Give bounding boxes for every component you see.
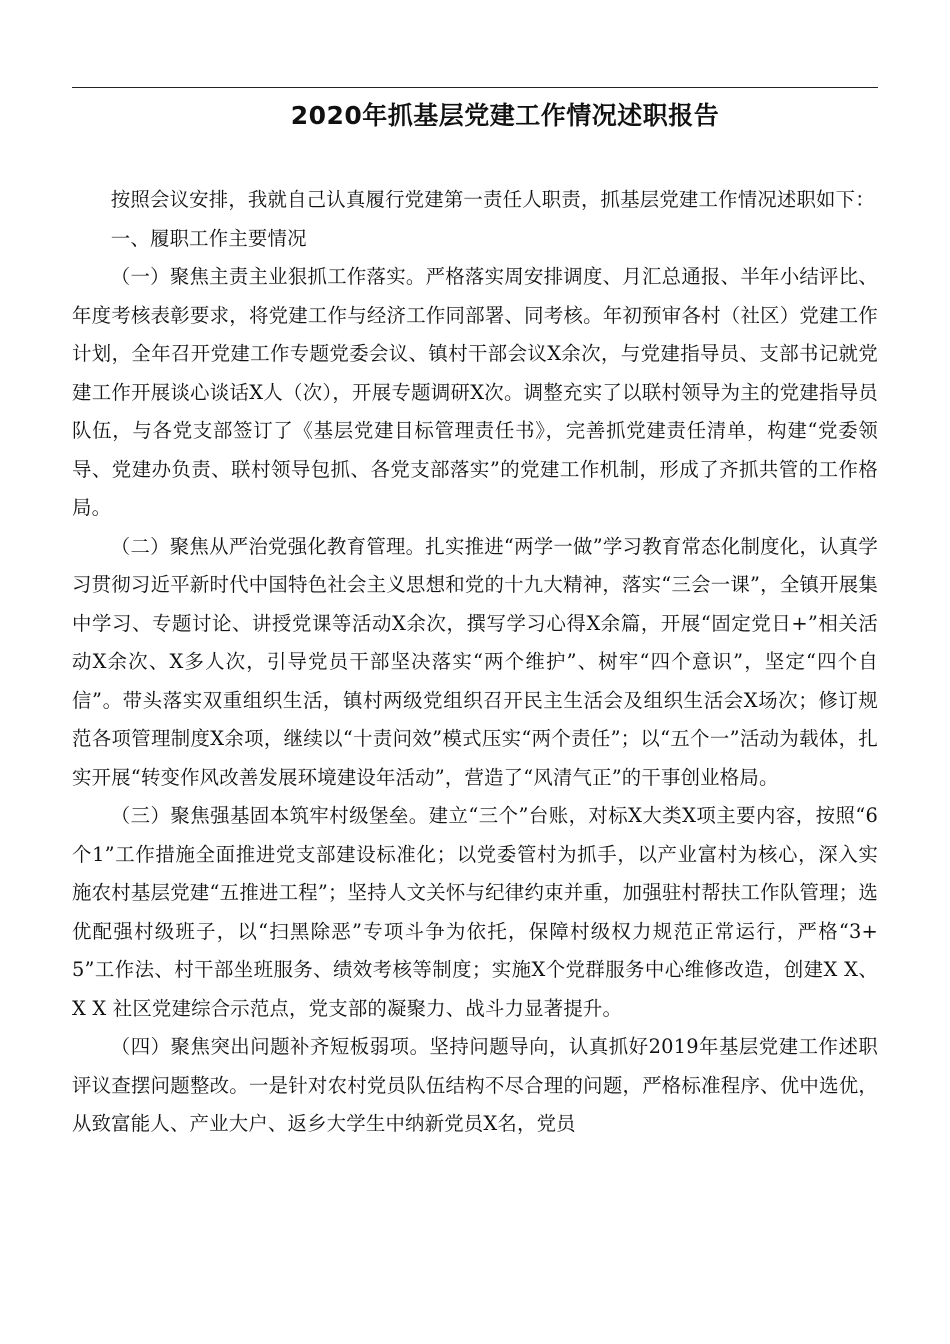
paragraph-item-1: （一）聚焦主责主业狠抓工作落实。严格落实周安排调度、月汇总通报、半年小结评比、年度考核表彰要求，将党建工作与经济工作同部署、同考核。年初预审各村（社区）党建工作计划，全年召开党建工作专题党委会议、镇村干部会议X余次，与党建指导员、支部书记就党建工作开展谈心谈话X人（次），开展专题调研X次。调整充实了以联村领导为主的党建指导员队伍，与各党支部签订了《基层党建目标管理责任书》，完善抓党建责任清单，构建“党委领导、党建办负责、联村领导包抓、各党支部落实”的党建工作机制，形成了齐抓共管的工作格局。	[72, 265, 878, 519]
paragraph-intro: 按照会议安排，我就自己认真履行党建第一责任人职责，抓基层党建工作情况述职如下：	[110, 188, 875, 211]
paragraph-item-2: （二）聚焦从严治党强化教育管理。扎实推进“两学一做”学习教育常态化制度化，认真学习贯彻习近平新时代中国特色社会主义思想和党的十九大精神，落实“三会一课”，全镇开展集中学习、专题讨论、讲授党课等活动X余次，撰写学习心得X余篇，开展“固定党日+”相关活动X余次、X多人次，引导党员干部坚决落实“两个维护”、树牢“四个意识”，坚定“四个自信”。带头落实双重组织生活，镇村两级党组织召开民主生活会及组织生活会X场次；修订规范各项管理制度X余项，继续以“十责问效”模式压实“两个责任”；以“五个一”活动为载体，扎实开展“转变作风改善发展环境建设年活动”，营造了“风清气正”的干事创业格局。	[72, 534, 878, 789]
section-heading-1: 一、履职工作主要情况	[110, 226, 307, 250]
document-title: 2020年抓基层党建工作情况述职报告	[290, 101, 720, 130]
paragraph-item-3: （三）聚焦强基固本筑牢村级堡垒。建立“三个”台账，对标X大类X项主要内容，按照“6个1”工作措施全面推进党支部建设标准化；以党委管村为抓手，以产业富村为核心，深入实施农村基层党建“五推进工程”；坚持人文关怀与纪律约束并重，加强驻村帮扶工作队管理；选优配强村级班子，以“扫黑除恶”专项斗争为依托，保障村级权力规范正常运行，严格“3+5”工作法、村干部坐班服务、绩效考核等制度；实施X个党群服务中心维修改造，创建X X、X X 社区党建综合示范点，党支部的凝聚力、战斗力显著提升。	[72, 804, 878, 1020]
paragraph-item-4: （四）聚焦突出问题补齐短板弱项。坚持问题导向，认真抓好2019年基层党建工作述职评议查摆问题整改。一是针对农村党员队伍结构不尽合理的问题，严格标准程序、优中选优，从致富能人、产业大户、返乡大学生中纳新党员X名，党员	[72, 1035, 878, 1135]
header-rule	[72, 87, 878, 88]
document-body	[72, 181, 878, 1144]
